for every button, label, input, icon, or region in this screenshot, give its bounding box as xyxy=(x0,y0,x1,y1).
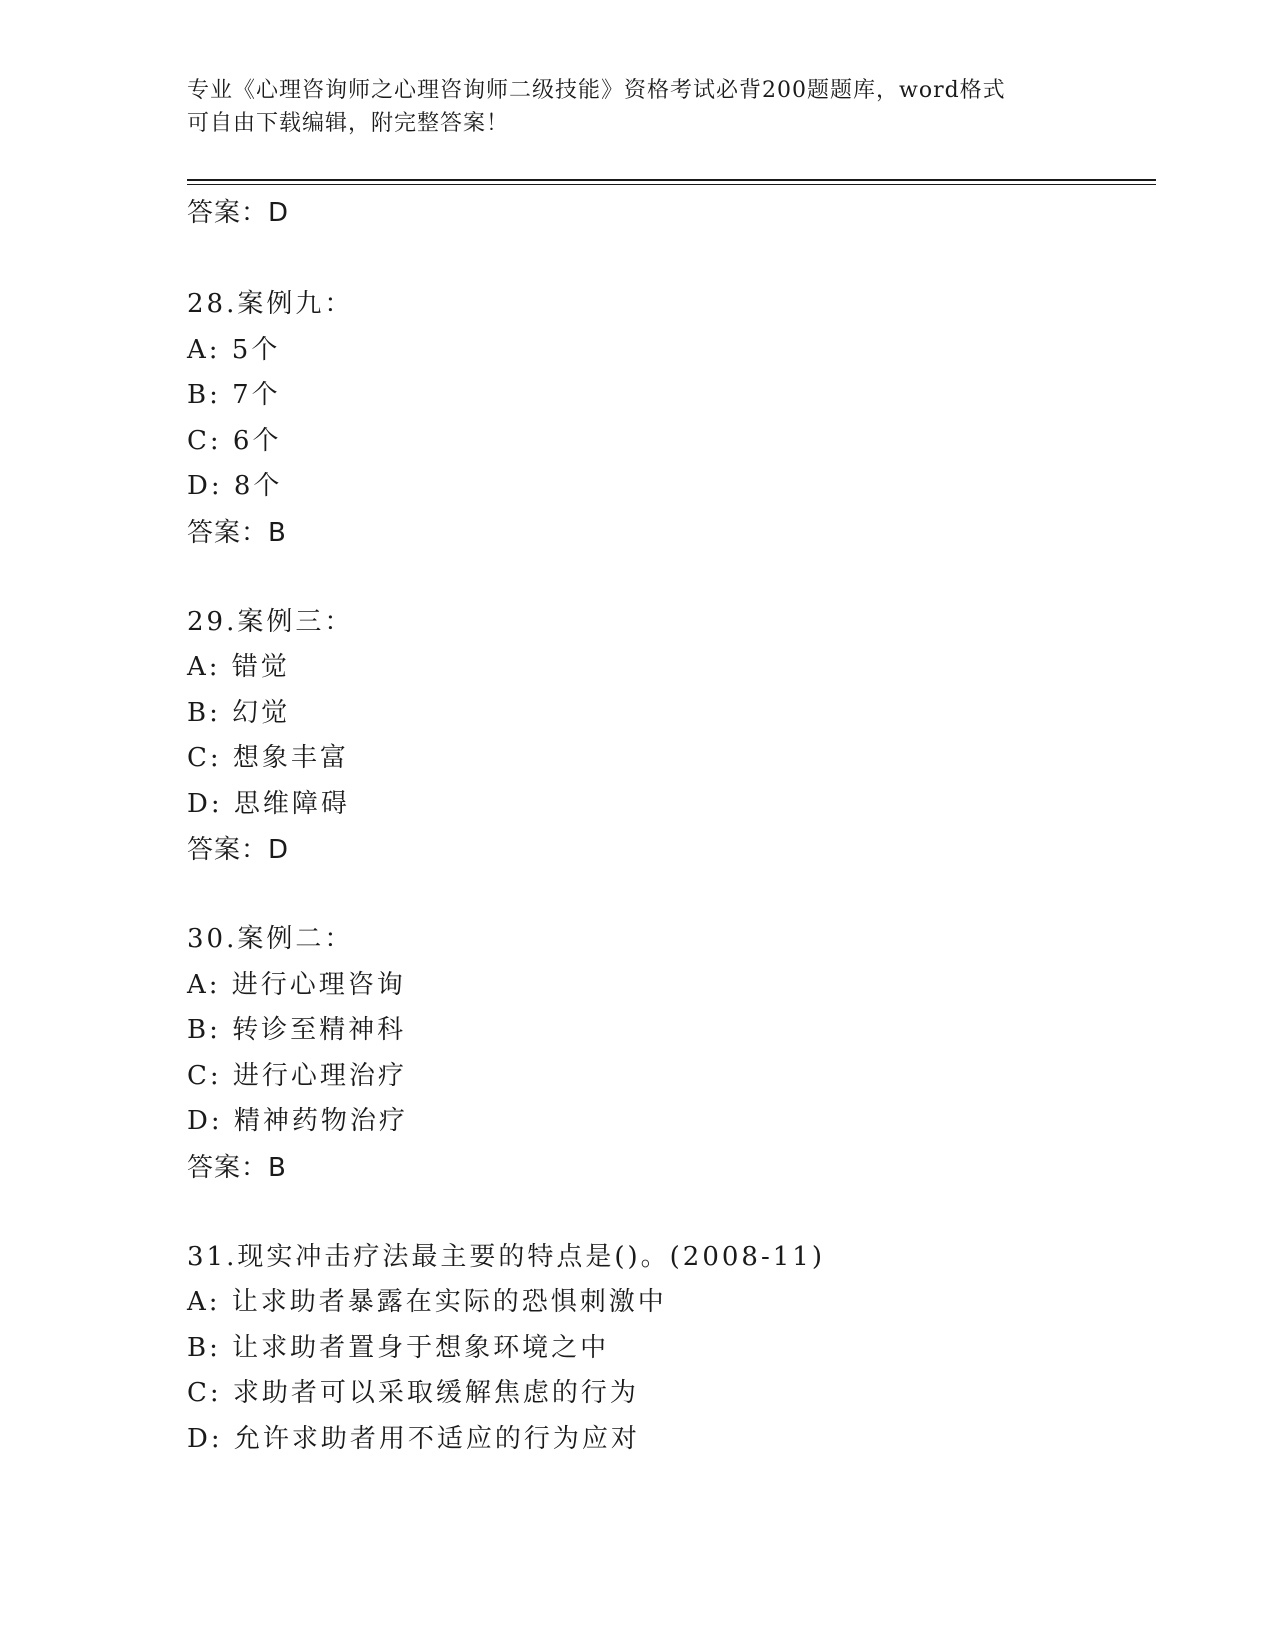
option-c: C: 想象丰富 xyxy=(187,743,349,773)
question-31 xyxy=(187,1235,1147,1463)
question-answer: 答案：B xyxy=(187,1152,287,1183)
question-28 xyxy=(187,282,1147,556)
header-rule-thick xyxy=(187,179,1156,181)
option-a: A: 5个 xyxy=(187,334,281,365)
option-a: A: 错觉 xyxy=(187,652,290,682)
question-30 xyxy=(187,917,1147,1191)
option-b: B: 转诊至精神科 xyxy=(187,1015,407,1045)
option-a: A: 进行心理咨询 xyxy=(187,969,406,1000)
header-line-1: 专业《心理咨询师之心理咨询师二级技能》资格考试必背200题题库，word格式 xyxy=(187,78,1006,103)
option-d: D: 精神药物治疗 xyxy=(187,1106,408,1136)
option-a: A: 让求助者暴露在实际的恐惧刺激中 xyxy=(187,1287,667,1317)
header-line-2: 可自由下载编辑，附完整答案！ xyxy=(187,111,510,136)
option-d: D: 允许求助者用不适应的行为应对 xyxy=(187,1423,640,1454)
question-stem: 30.案例二： xyxy=(187,924,354,954)
option-c: C: 求助者可以采取缓解焦虑的行为 xyxy=(187,1378,639,1408)
question-answer: 答案：B xyxy=(187,517,287,548)
question-answer: 答案：D xyxy=(187,835,290,865)
question-stem: 28.案例九： xyxy=(187,289,354,319)
option-d: D: 8个 xyxy=(187,471,283,501)
question-stem: 29.案例三： xyxy=(187,606,354,637)
option-b: B: 7个 xyxy=(187,380,281,410)
option-b: B: 幻觉 xyxy=(187,697,291,728)
header-rule-thin xyxy=(187,184,1156,185)
document-header xyxy=(187,74,1087,140)
option-b: B: 让求助者置身于想象环境之中 xyxy=(187,1332,610,1363)
option-c: C: 进行心理治疗 xyxy=(187,1060,407,1091)
question-stem: 31.现实冲击疗法最主要的特点是()。(2008-11) xyxy=(187,1241,825,1272)
question-list xyxy=(187,190,1147,1462)
question-29 xyxy=(187,600,1147,874)
previous-answer: 答案：D xyxy=(187,198,290,228)
option-d: D: 思维障碍 xyxy=(187,788,350,819)
option-c: C: 6个 xyxy=(187,425,282,456)
